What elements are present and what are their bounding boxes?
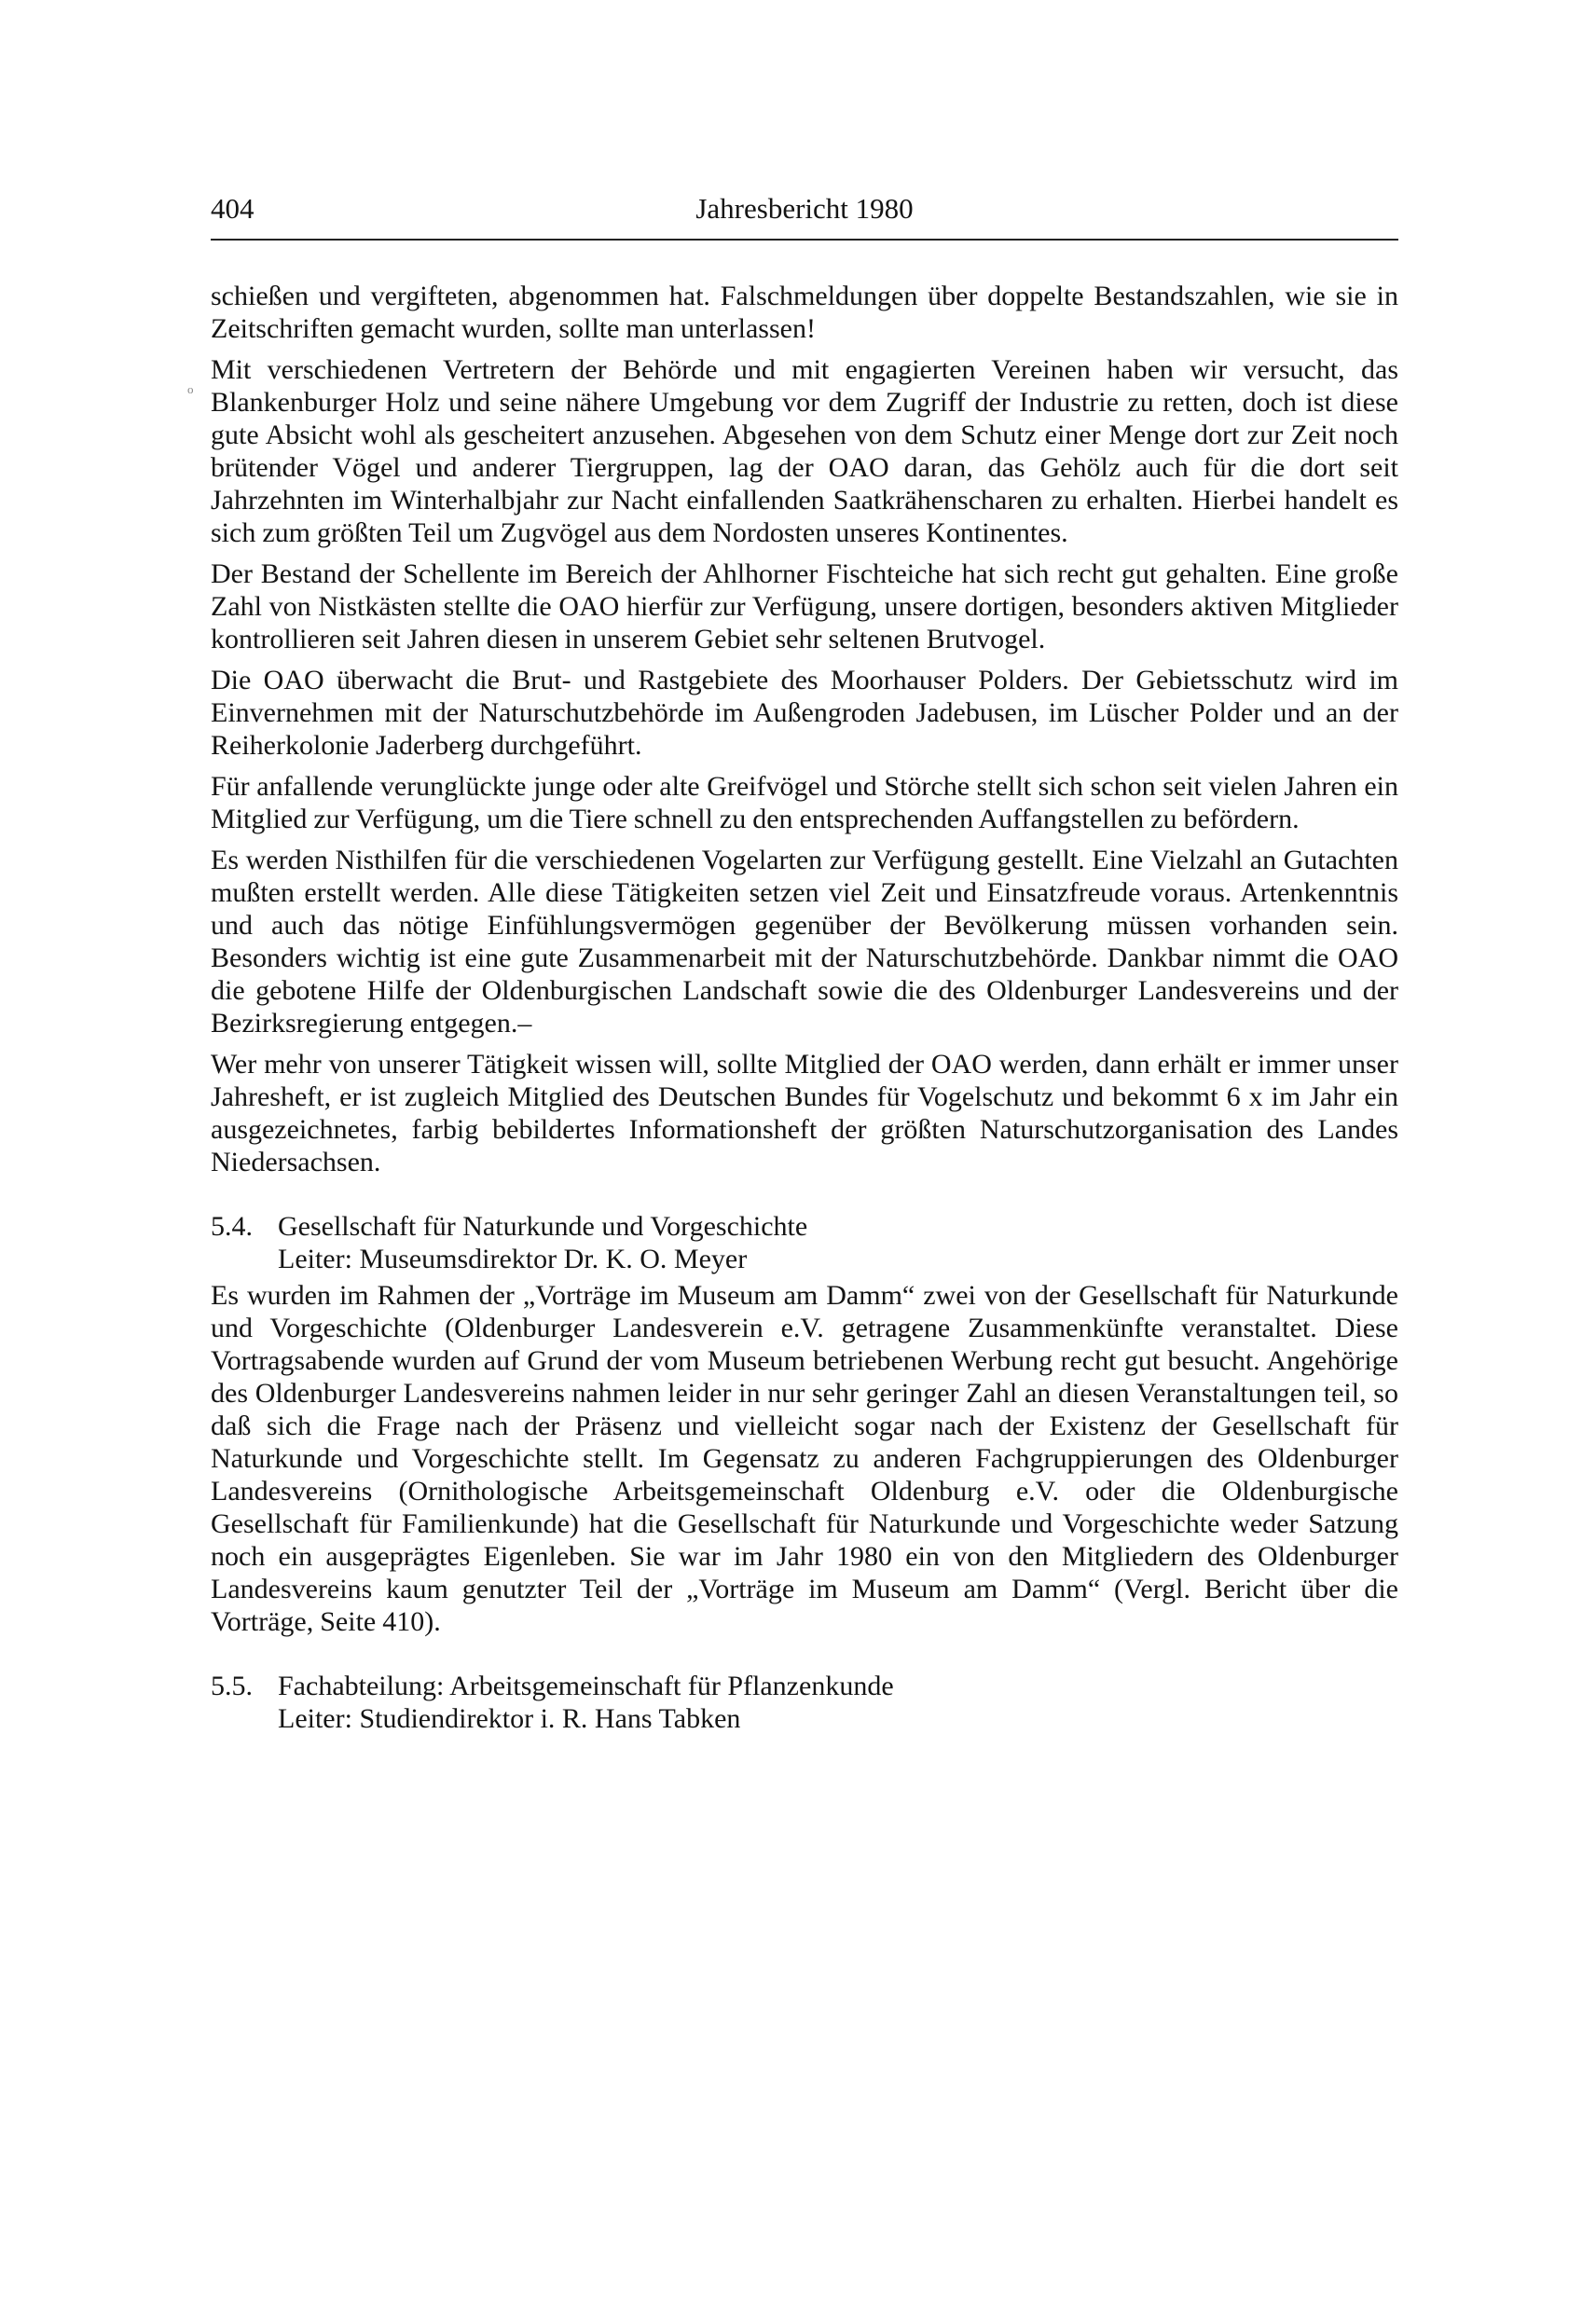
- section-number: 5.4.: [211, 1211, 253, 1242]
- paragraph: Der Bestand der Schellente im Bereich der Ahlhorner Fischteiche hat sich recht gut gehalten. Eine große Zahl von Nistkästen stellte die OAO hierfür zur Verfügung, unsere dortigen, besonders aktiven Mitglieder kontrollieren seit Jahren diesen in unserem Gebiet sehr seltenen Brutvogel.: [211, 558, 1398, 654]
- margin-mark: o: [187, 382, 194, 396]
- section-title: Gesellschaft für Naturkunde und Vorgeschichte: [278, 1211, 808, 1242]
- section-number: 5.5.: [211, 1671, 253, 1701]
- paragraph: Für anfallende verunglückte junge oder alte Greifvögel und Störche stellt sich schon seit vielen Jahren ein Mitglied zur Verfügung, um die Tiere schnell zu den entsprechenden Auffangstellen zu befördern.: [211, 771, 1398, 834]
- body-text: [211, 280, 1398, 1739]
- section-title: Fachabteilung: Arbeitsgemeinschaft für Pflanzenkunde: [278, 1671, 894, 1701]
- section-leader: Leiter: Museumsdirektor Dr. K. O. Meyer: [278, 1244, 748, 1274]
- section-5-5: [211, 1670, 1398, 1735]
- paragraph: Mit verschiedenen Vertretern der Behörde und mit engagierten Vereinen haben wir versucht, das Blankenburger Holz und seine nähere Umgebung vor dem Zugriff der Industrie zu retten, doch ist diese gute Absicht wohl als gescheitert anzusehen. Abgesehen von dem Schutz einer Menge dort zur Zeit noch brütender Vögel und anderer Tiergruppen, lag der OAO daran, das Gehölz auch für die dort seit Jahrzehnten im Winterhalbjahr zur Nacht einfallenden Saatkrähenscharen zu erhalten. Hierbei handelt es sich zum größten Teil um Zugvögel aus dem Nordosten unseres Kontinentes.: [211, 354, 1398, 548]
- running-title: Jahresbericht 1980: [695, 192, 914, 225]
- paragraph: Es werden Nisthilfen für die verschiedenen Vogelarten zur Verfügung gestellt. Eine Vielzahl an Gutachten mußten erstellt werden. Alle diese Tätigkeiten setzen viel Zeit und Einsatzfreude voraus. Artenkenntnis und auch das nötige Einfühlungsvermögen gegenüber der Bevölkerung müssen vorhanden sein. Besonders wichtig ist eine gute Zusammenarbeit mit der Naturschutzbehörde. Dankbar nimmt die OAO die gebotene Hilfe der Oldenburgischen Landschaft sowie die des Oldenburger Landesvereins und der Bezirksregierung entgegen.–: [211, 845, 1398, 1039]
- paragraph: Wer mehr von unserer Tätigkeit wissen will, sollte Mitglied der OAO werden, dann erhält er immer unser Jahresheft, er ist zugleich Mitglied des Deutschen Bundes für Vogelschutz und bekommt 6 x im Jahr ein ausgezeichnetes, farbig bebildertes Informationsheft der größten Naturschutzorganisation des Landes Niedersachsen.: [211, 1049, 1398, 1177]
- section-heading: [211, 1210, 1398, 1243]
- page-number: 404: [211, 192, 255, 225]
- paragraph: Die OAO überwacht die Brut- und Rastgebiete des Moorhauser Polders. Der Gebietsschutz wird im Einvernehmen mit der Naturschutzbehörde im Außengroden Jadebusen, im Lüscher Polder und an der Reiherkolonie Jaderberg durchgeführt.: [211, 665, 1398, 761]
- paragraph: schießen und vergifteten, abgenommen hat. Falschmeldungen über doppelte Bestandszahlen, wie sie in Zeitschriften gemacht wurden, sollte man unterlassen!: [211, 281, 1398, 344]
- section-heading: [211, 1670, 1398, 1702]
- section-5-4: [211, 1210, 1398, 1638]
- page-header: [211, 186, 1398, 241]
- section-paragraph: Es wurden im Rahmen der „Vorträge im Museum am Damm“ zwei von der Gesellschaft für Naturkunde und Vorgeschichte (Oldenburger Landesverein e.V. getragene Zusammenkünfte veranstaltet. Diese Vortragsabende wurden auf Grund der vom Museum betriebenen Werbung recht gut besucht. Angehörige des Oldenburger Landesvereins nahmen leider in nur sehr geringer Zahl an diesen Veranstaltungen teil, so daß sich die Frage nach der Präsenz und vielleicht sogar nach der Existenz der Gesellschaft für Naturkunde und Vorgeschichte stellt. Im Gegensatz zu anderen Fachgruppierungen des Oldenburger Landesvereins (Ornithologische Arbeitsgemeinschaft Oldenburg e.V. oder die Oldenburgische Gesellschaft für Familienkunde) hat die Gesellschaft für Naturkunde und Vorgeschichte weder Satzung noch ein ausgeprägtes Eigenleben. Sie war im Jahr 1980 ein von den Mitgliedern des Oldenburger Landesvereins kaum genutzter Teil der „Vorträge im Museum am Damm“ (Vergl. Bericht über die Vorträge, Seite 410).: [211, 1280, 1398, 1637]
- section-leader: Leiter: Studiendirektor i. R. Hans Tabken: [278, 1703, 741, 1734]
